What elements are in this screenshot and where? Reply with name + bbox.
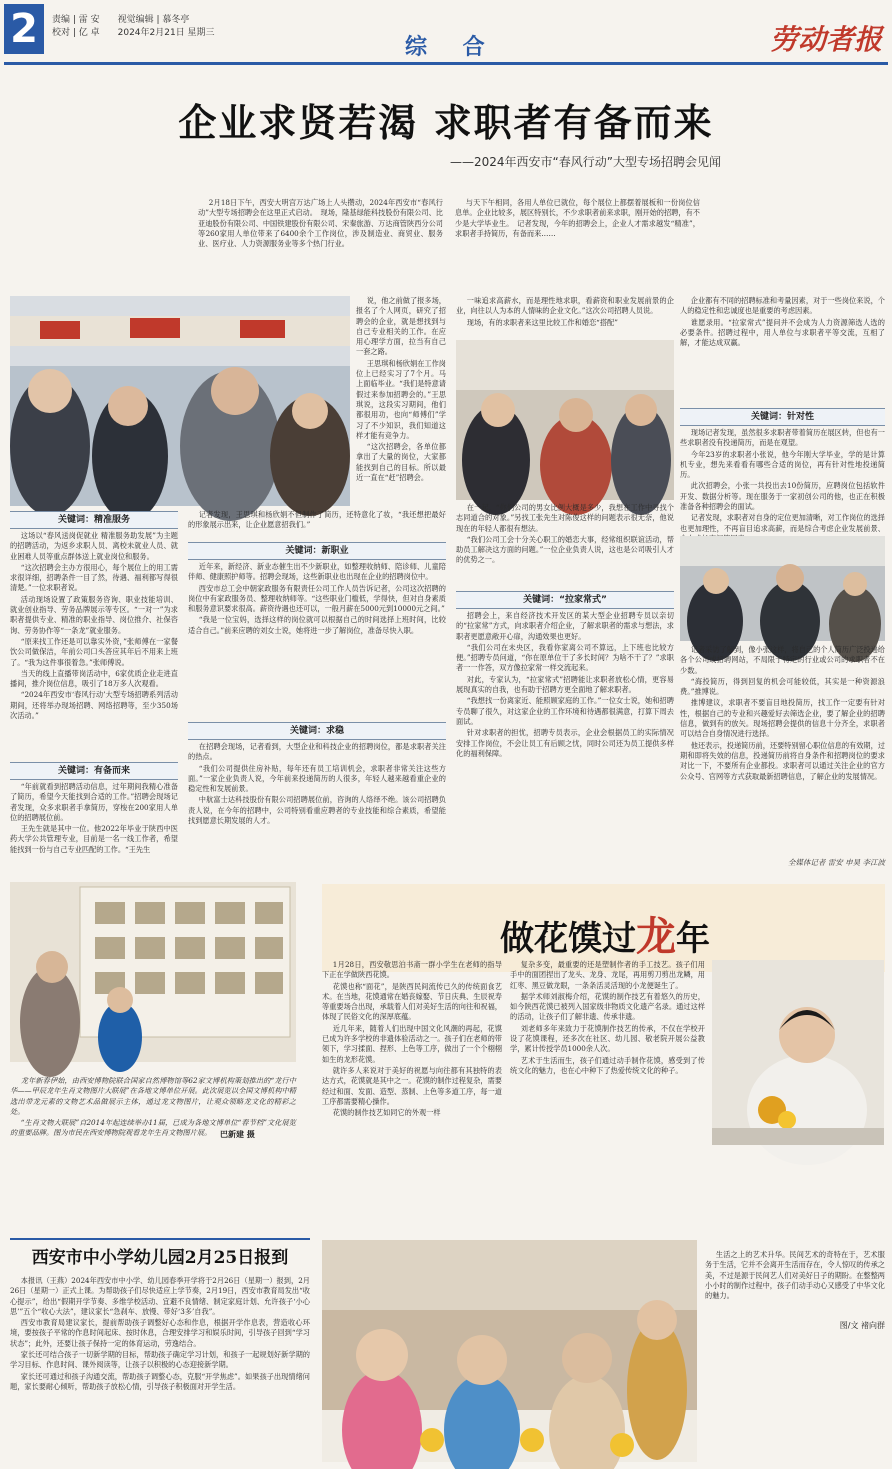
column-1-part-1: 这场以“春风送岗促就业 精准服务助发展”为主题的招聘活动，为返乡求职人员、离校未就业人员、就业困难人员等重点群体送上就业岗位和服务。 “这次招聘会主办方很用心，每个展位上的用工需求很详细，招聘条件一目了然，待遇、福利都写得很清楚。”一位求职者说。 活动现场设置了政策服务咨询、职业技能培训、就业创业指导、劳务品牌展示等专区。“一对一”为求职者提供专业、精准的职业指导、岗位推介、社保咨询、劳务协作等“一条龙”就业服务。 “原来找工作还是可以靠实外资，”张师傅在一家餐饮公司做保洁，年前公司口头答应其年后不用来上班了。“我为这件事很着急。”张师傅说。 当天的线上直播带岗活动中，6家优质企业走进直播间，推介岗位信息，吸引了18万多人次观看。 “2024年西安市‘春风行动’大型专场招聘系列活动期间，还将举办现场招聘、网络招聘等，至少350场次活动。”: [10, 531, 178, 721]
column-2-part-0: 说，他之前做了报多场，报名了个人网页，研究了招聘会的企业，就是想找到与自己专业相关的工作。在应用心理学方面，拉当有自己一套之路。 王思琪和杨欣娟在工作岗位上已经实习了7个月。马上面临毕业。“我们是特意请假过来参加招聘会的。”王思琪说，这段实习期间，他们都很用功，也向“师傅们”学习了不少知识，我们知道这样才能有竞争力。 “这次招聘会，各单位都拿出了大量的岗位，大家都能找到自己的目标。所以最近一直在“赶”招聘会。: [356, 296, 446, 483]
keyword-precision-service: 关键词：精准服务: [10, 511, 178, 529]
page-number: 2: [4, 4, 44, 54]
keyword-prepared: 关键词：有备而来: [10, 762, 178, 780]
lead-intro-1: 2月18日下午，西安大明宫万达广场上人头攒动，2024年西安市“春风行动”大型专场招聘会在这里正式启动。 现场，隆基绿能科技股份有限公司、比亚迪股份有限公司、中国铁建股份有限公司、宋秦旅游、万达商管陕西分公司等260家用人单位带来了6400余个工作岗位，涉及制造业、商贸业、服务业、医疗业、人力资源服务业等多个热门行业。: [198, 198, 443, 249]
column-4-part-0: 企业都有不同的招聘标准和考量因素，对于一些岗位来说，个人的稳定性和忠诚度也是重要的考虑因素。 谁愿录用。“拉家常式”提问并不会成为人力资源筛选人选的必要条件。招聘过程中，用人单位与求职者平等交流，互相了解，才能达成双赢。: [680, 296, 885, 348]
header-rule: [4, 62, 888, 65]
editor-info: [52, 14, 292, 40]
column-4-part-2: 记者采访了解到，像小张这样，将自己的个人简历广泛投递给各个公司或招聘网站，不局限于特定的行业或公司的求职者不在少数。 “海投简历，得到回复的机会可能较低，其实是一种资源浪费。”推博说。 推博建议，求职者不要盲目地投简历，找工作一定要有针对性，根据自己的专业和兴趣爱好去筛选企业，要了解企业的招聘信息，做到有的放矢。现场招聘会提供的信息十分齐全，求职者可以结合自身情况进行选择。 他还表示，投递简历前，还要特别留心职位信息的有效期，过期和即将失效的信息，投递简历前将自身条件和招聘岗位的要求对比一下，不要所有企业都投。求职者可以通过关注企业的官方公众号、官网等方式获取最新招聘信息，了解企业的发展情况。: [680, 645, 885, 781]
huamo-caption: 生活之上的艺术升华。民间艺术的奇特在于，艺术服务于生活，它并不会离开生活而存在，令人惊叹的传承之美，不过是源于民间艺人们对美好日子的期盼。在整整两小小时的制作过程中，孩子们动手动心又感受了中华文化的魅力。: [705, 1250, 885, 1301]
editor-line-2: 校对 | 亿 卓 2024年2月21日 星期三: [52, 28, 215, 38]
photo-children-holding-huamo: [322, 1240, 697, 1462]
keyword-new-occupation: 关键词：新职业: [188, 542, 446, 560]
article-rule: [10, 1238, 310, 1240]
headline: 企业求贤若渴 求职者有备而来: [178, 100, 714, 145]
column-2-part-1: 记者发现，王思琪和杨欣娟不但制作了简历，还特意化了妆，“我还想把最好的形象展示出来，让企业愿意招我们。”: [188, 510, 446, 530]
feature-title: 做花馍过龙年: [500, 913, 710, 960]
column-2-part-3: 在招聘会现场，记者看到，大型企业和科技企业的招聘岗位，都是求职者关注的热点。 “我们公司提供住房补贴，每年还有员工培训机会，求职者非常关注这些方面。”一家企业负责人说，今年前来投递简历的人很多，年轻人越来越看重企业的稳定性和发展前景。 中航富士达科技股份有限公司招聘展位前，咨询的人络绎不绝。该公司招聘负责人说，在今年的招聘中，公司特别看重应聘者的专业技能和综合素质，希望能找到愿意长期发展的人才。: [188, 742, 446, 826]
subheadline: ——2024年西安市“春风行动”大型专场招聘会见闻: [450, 155, 721, 169]
column-3-part-1: 在一起，“你们公司的男女比例大概是多少，我想在工作中寻找个志同道合的对象。”另找工张先生对陈俊这样的问题表示很无奈，他说现在的年轻人都很有想法。 “我们公司工会十分关心职工的婚恋大事，经常组织联谊活动，帮助员工解决这方面的问题。”一位企业负责人说，这也是公司吸引人才的优势之一。: [456, 503, 674, 565]
column-1-part-2: “年前就看到招聘活动信息，过年期间我精心准备了简历，希望今天能找到合适的工作。”招聘会现场记者发现，众多求职者手拿简历，穿梭在200家用人单位的招聘展位前。 王先生就是其中一位。他2022年毕业于陕西中医药大学公共管理专业，目前是一名一线工作者，希望能找到一份与自己专业匹配的工作。“王先生: [10, 782, 178, 854]
feature-column-2: 复杂多变，最重要的还是塑制作者的手工技艺。孩子们用手中的面团捏出了龙头、龙身、龙尾，再用剪刀剪出龙鳞，用红枣、黑豆做龙眼，一条条活灵活现的小龙便诞生了。 据学术师刘淑梅介绍，花馍的制作技艺有着悠久的历史，如今陕西花馍已被列入国家级非物质文化遗产名录。通过这样的活动，让孩子们了解非遗、传承非遗。 刘老师多年来致力于花馍制作技艺的传承，不仅在学校开设了花馍课程，还多次在社区、幼儿园、敬老院开展公益教学，累计传授学员1000余人次。 艺术于生活而生，孩子们通过动手制作花馍，感受到了传统文化的魅力，也在心中种下了热爱传统文化的种子。: [510, 960, 705, 1075]
photo-job-seekers: [680, 536, 885, 641]
museum-caption: 龙年新春伊始，由西安博物院联合国家自然博物馆等62家文博机构策划推出的“龙行中华——甲辰龙年生肖文物图片大联展”在各地文博单位开展。此次展览以全国文博机构中精选出带龙元素的文物艺术品做展示主体，通过龙文物图片，让观众领略龙文化的精彩之处。 “生肖文物大联展”自2014年起连续举办11届，已成为各地文博单位“春节档”文化展览的重要品牌。图为市民在西安博物院观看龙年生肖文物图片展。: [10, 1076, 296, 1138]
photo-museum-exhibit: [10, 882, 296, 1062]
column-3-part-2: 招聘会上，来自经济技术开发区的某大型企业招聘专员以亲切的“拉家常”方式，向求职者介绍企业，了解求职者的需求与想法，求职者更愿意敞开心扉，沟通效果也更好。 “我们公司在未央区，我看你家离公司不算远，上下班也比较方便。”招聘专员问道，“你在原单位干了多长时间？为啥不干了？”求职者一一作答，双方像拉家常一样交流起来。 对此，专家认为，“拉家常式”招聘能让求职者放松心情，更容易展现真实的自我，也有助于招聘方更全面地了解求职者。 “我想找一份离家近、能照顾家庭的工作。”一位女士说，她和招聘专员聊了很久，对这家企业的工作环境和待遇都很满意，打算下周去面试。 针对求职者的担忧，招聘专员表示，企业会根据员工的实际情况安排工作岗位，不会让员工有后顾之忧，同时公司还为员工提供多样化的福利保障。: [456, 611, 674, 758]
school-article-body: 本报讯（王燕）2024年西安市中小学、幼儿园春季开学将于2月26日（星期一）报到，2月26日（星期一）正式上课。为帮助孩子们尽快适应上学节奏，2月19日，西安市教育局发出“收心提示”，给出“假期开学节奏、多维学校活动、宜避不良情绪、制定家庭计划、允许孩子‘小心思’”五个“收心大法”，建议家长“急刹车、放慢、带好‘3多’自我”。 西安市教育局建议家长，提前帮助孩子调整好心态和作息，根据开学作息表，营造收心环境，要按孩子平常的作息时间起床、按时休息，合理安排学习和娱乐时间，引导孩子回到“学习状态”；此外，还要让孩子保持一定的体育运动，劳逸结合。 家长还可结合孩子一切新学期的目标，帮助孩子确定学习计划，和孩子一起规划好新学期的学习目标、作息时间、课外阅读等，让孩子以积极的心态迎接新学期。 家长还可通过和孩子沟通交流，帮助孩子调整心态，克服“开学焦虑”。如果孩子出现情绪问题，家长要耐心倾听，帮助孩子放松心情，引导孩子积极面对开学生活。: [10, 1276, 310, 1391]
masthead-logo: 劳动者报: [770, 23, 883, 56]
lead-intro-2: 与天下午相同，各用人单位已就位，每个展位上都摆着展板和一份岗位信息单。企业比较多，展区特别长，不少求职者前来求职，刚开始的招聘，有不少是大学毕业生。 记者发现，今年的招聘会上，企业人才需求越发“精准”，求职者手持简历，有备而来……: [455, 198, 700, 238]
keyword-stability: 关键词：求稳: [188, 722, 446, 740]
column-3-part-0: 一味追求高薪水，而是理性地求职，看薪资和职业发展前景的企业，向往以人为本的人情味的企业文化。”这次公司招聘人员说。 现场，有的求职者来这里比较工作和婚恋“搭配”: [456, 296, 674, 327]
photo-child-making-huamo: [712, 960, 884, 1145]
huamo-photo-credit: 图/文 褚向群: [839, 1321, 885, 1330]
byline: 全媒体记者 雷安 申昊 李江波: [787, 858, 885, 867]
museum-photo-credit: 巴新建 摄: [220, 1130, 255, 1139]
editor-line-1: 责编 | 雷 安 视觉编辑 | 慕冬亭: [52, 15, 190, 25]
keyword-targeted: 关键词：针对性: [680, 408, 885, 426]
feature-title-highlight: 龙: [636, 913, 676, 960]
column-4-part-1: 现场记者发现，虽然很多求职者带着简历在展区转，但也有一些求职者没有投递简历，而是在观望。 今年23岁的求职者小张说，他今年刚大学毕业，学的是计算机专业，想先来看看有哪些合适的岗位，再有针对性地投递简历。 此次招聘会，小张一共投出去10份简历，应聘岗位包括软件开发、数据分析等。现在服务于一家初创公司的他，也正在积极准备各种招聘会的面试。 记者发现，求职者对自身的定位更加清晰，对工作岗位的选择也更加理性，不再盲目追求高薪，而是综合考虑企业发展前景、: [680, 428, 885, 533]
photo-interview-booth: [456, 340, 674, 500]
photo-job-fair-crowd: [10, 296, 350, 506]
section-title: 综 合: [405, 34, 499, 60]
column-2-part-2: 近年来，新经济、新业态催生出不少新职业，如整理收纳师、陪诊师、儿童陪伴师、健康照护师等。招聘会现场，这些新职业也出现在企业的招聘岗位中。 西安市总工会中朝家政服务有限责任公司工作人员告诉记者，公司这次招聘的岗位中有家政服务员、整理收纳师等。“这些职业门槛低，学得快，但对自身素质和服务意识要求很高。薪资待遇也还可以，一般月薪在5000元到10000元之间。” “我是一位宝妈，选择这样的岗位就可以根据自己的时间选择上班时间，比较适合自己。”前来应聘的刘女士说，她将进一步了解岗位，准备尽快入职。: [188, 562, 446, 635]
school-article-title: 西安市中小学幼儿园2月25日报到: [31, 1248, 289, 1268]
keyword-chat-style: 关键词：“拉家常式”: [456, 591, 674, 609]
feature-column-1: 1月28日，西安敬思泊书斋一群小学生在老师的指导下正在学做陕西花馍。 花馍也称“面花”，是陕西民间流传已久的传统面食艺术。在当地，花馍通常在婚丧嫁娶、节日庆典、生辰祝寿等重要场合出现，承载着人们对美好生活的向往和祝福，体现了民俗文化的深厚底蕴。 近几年来，随着人们出现中国文化风潮的再起，花馍已成为许多学校的非遗体验活动之一。孩子们在老师的带领下，学习揉面、捏形、上色等工序，做出了一个个栩栩如生的龙形花馍。 就许多人来说对于美好的祝愿与向往都有其独特的表达方式，花馍就是其中之一。花馍的制作过程复杂，需要经过和面、发面、造型、蒸制、上色等多道工序，每一道工序都需要精心操作。 花馍的制作技艺如同它的外观一样: [322, 960, 502, 1118]
